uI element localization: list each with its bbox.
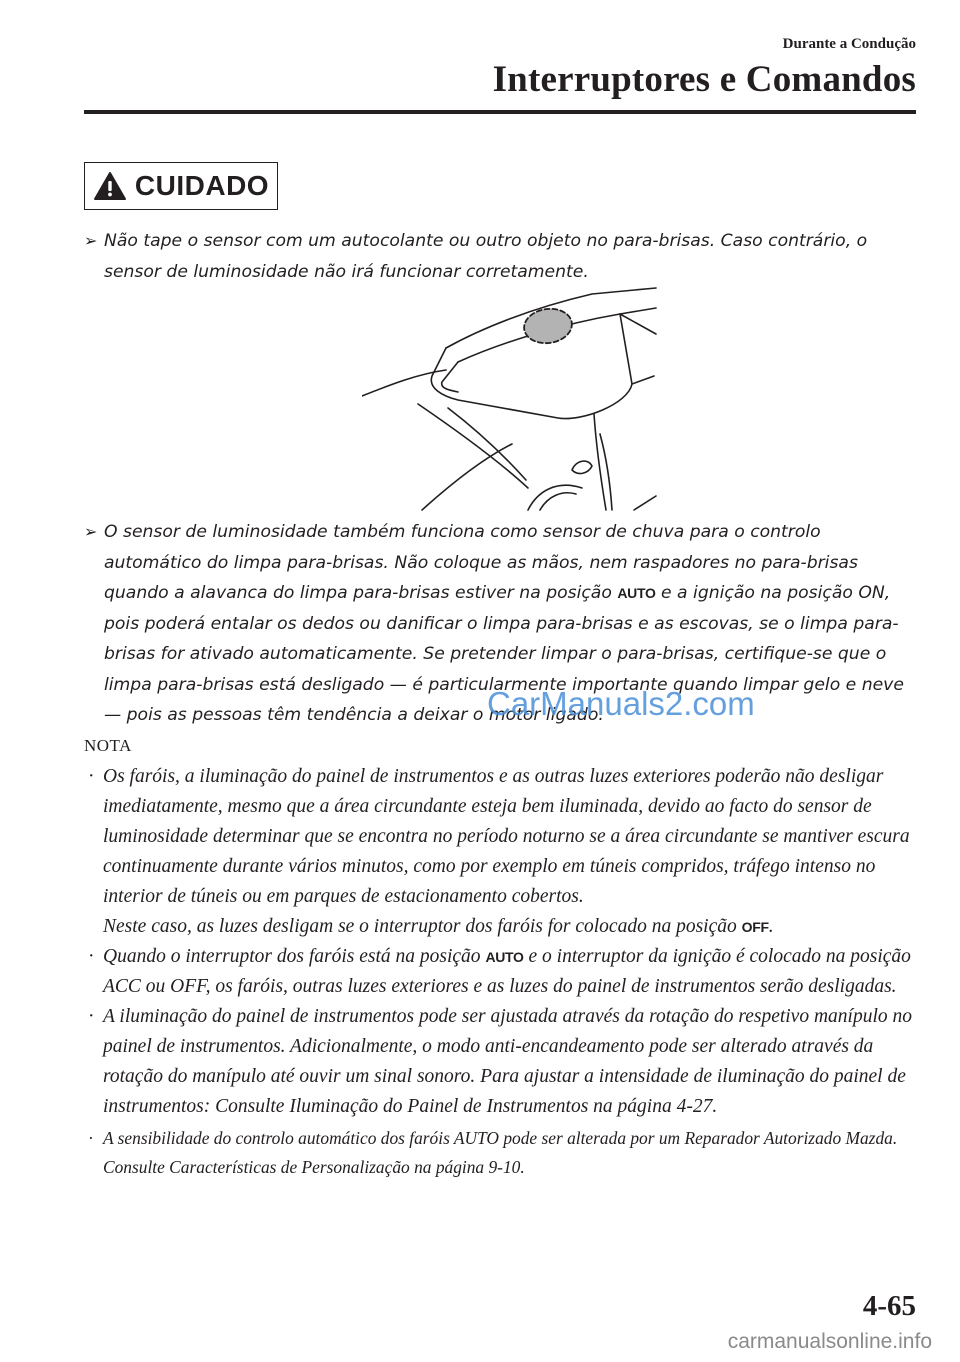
bullet: · bbox=[88, 1128, 94, 1148]
header-section: Durante a Condução bbox=[782, 36, 916, 52]
note-item-text: A iluminação do painel de instrumentos pode ser ajustada através da rotação do respetivo manípulo no painel de instrumentos. Adicionalmente, o modo anti-encandeamento pode ser alterado através da rotação do manípulo até ouvir um sinal sonoro. Para ajustar a intensidade de iluminação do painel de instrumentos: Consulte Iluminação do Painel de Instrumentos na página 4-27. bbox=[103, 1006, 913, 1117]
a-pillar-left bbox=[442, 362, 458, 392]
warning-triangle-icon bbox=[93, 171, 127, 201]
auto-position-badge: AUTO bbox=[617, 585, 656, 601]
note-item-text: Neste caso, as luzes desligam se o interruptor dos faróis for colocado na posição bbox=[103, 916, 737, 937]
fender-line bbox=[594, 414, 606, 510]
note-item-text: Quando o interruptor dos faróis está na posição bbox=[103, 946, 481, 967]
hood-line-2 bbox=[448, 408, 526, 480]
body-line-left bbox=[422, 444, 512, 510]
bullet: · bbox=[88, 1006, 95, 1027]
arrow-bullet-icon: ➢ bbox=[84, 522, 98, 541]
footer-source-link[interactable]: carmanualsonline.info bbox=[727, 1330, 932, 1353]
caution-item-text: O sensor de luminosidade também funciona como sensor de chuva para o controlo automático do limpa para-brisas. Não coloque as mãos, nem raspadores no para-brisas quando a alavanca do limpa para-brisas estiver na posição bbox=[104, 522, 858, 603]
note-item-text: A sensibilidade do controlo automático dos faróis AUTO pode ser alterada por um Reparador Autorizado Mazda. Consulte Características de Personalização na página 9-10. bbox=[103, 1128, 898, 1177]
hood-line-3 bbox=[600, 434, 612, 510]
mirror bbox=[572, 461, 592, 473]
note-item-text: e o interruptor da ignição é colocado na posição ACC ou OFF, os faróis, outras luzes exteriores e as luzes do painel de instrumentos serão desligadas. bbox=[103, 946, 911, 997]
note-item bbox=[84, 1002, 918, 1122]
a-pillar-right bbox=[620, 314, 656, 334]
note-item bbox=[84, 762, 918, 942]
note-item bbox=[84, 942, 918, 1002]
hood-line-1 bbox=[418, 404, 528, 488]
wheel-arch-inner bbox=[540, 493, 576, 510]
note-list bbox=[84, 762, 918, 1182]
caution-item-text: Não tape o sensor com um autocolante ou outro objeto no para-brisas. Caso contrário, o sensor de luminosidade não irá funcionar corretamente. bbox=[104, 231, 868, 282]
right-fender-edge bbox=[634, 496, 656, 510]
bullet: · bbox=[88, 946, 95, 967]
page-title: Interruptores e Comandos bbox=[492, 59, 916, 100]
watermark: CarManuals2.com bbox=[487, 685, 755, 722]
caution-list bbox=[84, 226, 914, 287]
page-number: 4-65 bbox=[862, 1290, 916, 1322]
off-position-badge: OFF bbox=[741, 919, 769, 935]
header-rule bbox=[84, 110, 916, 114]
note-title: NOTA bbox=[84, 736, 132, 755]
note-item-text: . bbox=[768, 916, 774, 937]
auto-position-badge: AUTO bbox=[485, 949, 524, 965]
wheel-arch bbox=[528, 485, 582, 510]
bullet: · bbox=[88, 766, 95, 787]
note-item-text: Os faróis, a iluminação do painel de instrumentos e as outras luzes exteriores poderão não desligar imediatamente, mesmo que a área circundante esteja bem iluminada, devido ao facto do sensor de luminosidade determinar que se encontra no período noturno se a área circundante se mantiver escura continuamente durante vários minutos, como por exemplo em túneis compridos, tráfego intenso no interior de túneis ou em parques de estacionamento cobertos. bbox=[103, 766, 910, 907]
caution-box bbox=[84, 162, 278, 210]
caution-label: CUIDADO bbox=[134, 170, 270, 201]
caution-item-text: e a ignição na posição ON, pois poderá entalar os dedos ou danificar o limpa para-brisas e as escovas, se o limpa para-brisas for ativado automaticamente. Se pretender limpar o para-brisas, certifique-se que o limpa para-brisas está desligado — é particularmente importante quando limpar gelo e neve — pois as pessoas têm tendência a deixar o motor ligado. bbox=[104, 583, 904, 725]
note-item bbox=[84, 1124, 918, 1182]
sensor-illustration bbox=[362, 284, 658, 518]
body-side-line bbox=[632, 376, 654, 384]
caution-item bbox=[84, 226, 914, 287]
arrow-bullet-icon: ➢ bbox=[84, 231, 98, 250]
